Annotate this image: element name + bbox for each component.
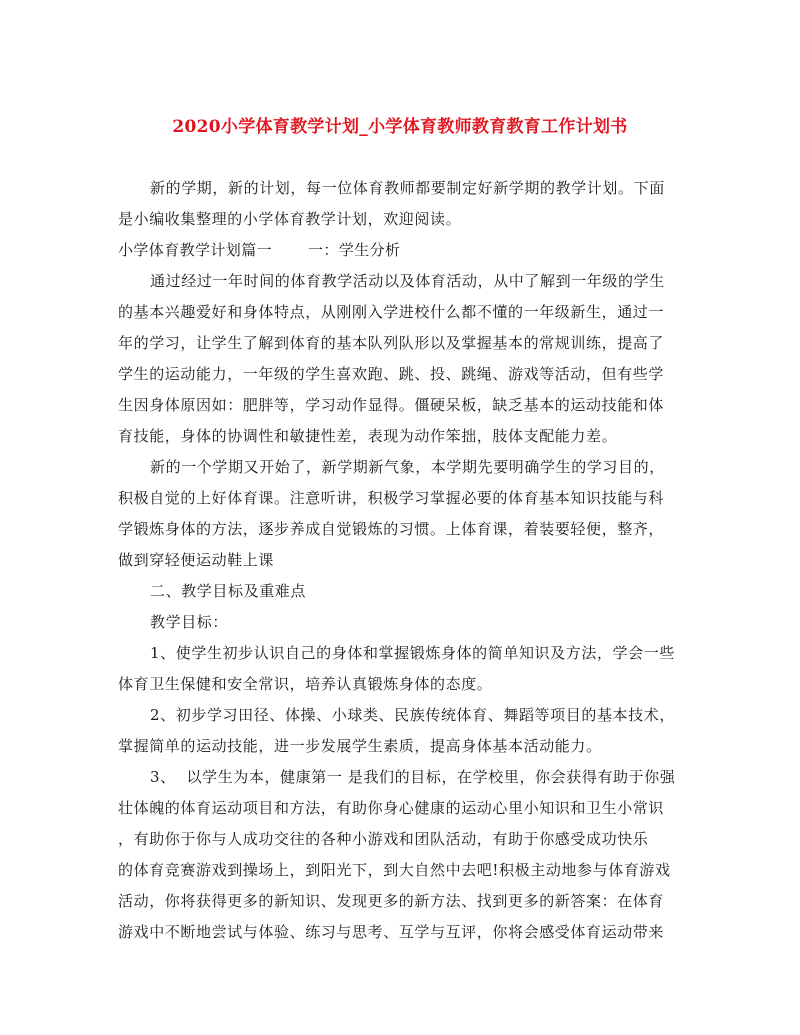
paragraph-line: 年的学习，让学生了解到体育的基本队列队形以及掌握基本的常规训练，提高了 xyxy=(118,334,665,352)
paragraph-line: 学锻炼身体的方法，逐步养成自觉锻炼的习惯。上体育课，着装要轻便，整齐， xyxy=(118,520,665,538)
paragraph-line: 的基本兴趣爱好和身体特点，从刚刚入学进校什么都不懂的一年级新生，通过一 xyxy=(118,303,665,321)
section-heading xyxy=(118,240,686,260)
section-heading-title: 小学体育教学计划篇一 xyxy=(118,241,273,259)
intro-line: 是小编收集整理的小学体育教学计划，欢迎阅读。 xyxy=(118,210,462,228)
goal-line: 游戏中不断地尝试与体验、练习与思考、互学与互评，你将会感受体育运动带来 xyxy=(118,923,665,941)
paragraph-line: 学生的运动能力，一年级的学生喜欢跑、跳、投、跳绳、游戏等活动，但有些学 xyxy=(118,365,665,383)
goal-line: 体育卫生保健和安全常识，培养认真锻炼身体的态度。 xyxy=(118,675,493,693)
paragraph-line: 育技能，身体的协调性和敏捷性差，表现为动作笨拙，肢体支配能力差。 xyxy=(118,427,618,445)
paragraph-line: 做到穿轻便运动鞋上课 xyxy=(118,551,275,569)
goal-line: 的体育竞赛游戏到操场上，到阳光下，到大自然中去吧!积极主动地参与体育游戏 xyxy=(118,861,671,879)
goal-line: 壮体魄的体育运动项目和方法，有助你身心健康的运动心里小知识和卫生小常识 xyxy=(118,799,665,817)
paragraph-line: 积极自觉的上好体育课。注意听讲，积极学习掌握必要的体育基本知识技能与科 xyxy=(118,489,665,507)
paragraph-line: 生因身体原因如：肥胖等，学习动作显得。僵硬呆板，缺乏基本的运动技能和体 xyxy=(118,396,665,414)
goal-line: ，有助你于你与人成功交往的各种小游戏和团队活动，有助于你感受成功快乐 xyxy=(118,830,649,848)
section-heading-2: 二、教学目标及重难点 xyxy=(150,582,307,600)
goal-line: 3、 以学生为本，健康第一 是我们的目标，在学校里，你会获得有助于你强 xyxy=(150,768,676,786)
goal-line: 掌握简单的运动技能，进一步发展学生素质，提高身体基本活动能力。 xyxy=(118,737,602,755)
document-title: 2020小学体育教学计划_小学体育教师教育教育工作计划书 xyxy=(172,117,628,137)
paragraph-line: 新的一个学期又开始了，新学期新气象，本学期先要明确学生的学习目的， xyxy=(150,458,665,476)
goal-line: 活动，你将获得更多的新知识、发现更多的新方法、找到更多的新答案：在体育 xyxy=(118,892,665,910)
intro-line: 新的学期，新的计划，每一位体育教师都要制定好新学期的教学计划。下面 xyxy=(150,179,665,197)
goal-line: 1、使学生初步认识自己的身体和掌握锻炼身体的简单知识及方法，学会一些 xyxy=(150,644,675,662)
goal-line: 2、初步学习田径、体操、小球类、民族传统体育、舞蹈等项目的基本技术， xyxy=(150,706,675,724)
paragraph-line: 通过经过一年时间的体育教学活动以及体育活动，从中了解到一年级的学生 xyxy=(150,272,665,290)
section-heading-subtitle: 一：学生分析 xyxy=(308,241,401,259)
goals-label: 教学目标： xyxy=(150,613,229,631)
